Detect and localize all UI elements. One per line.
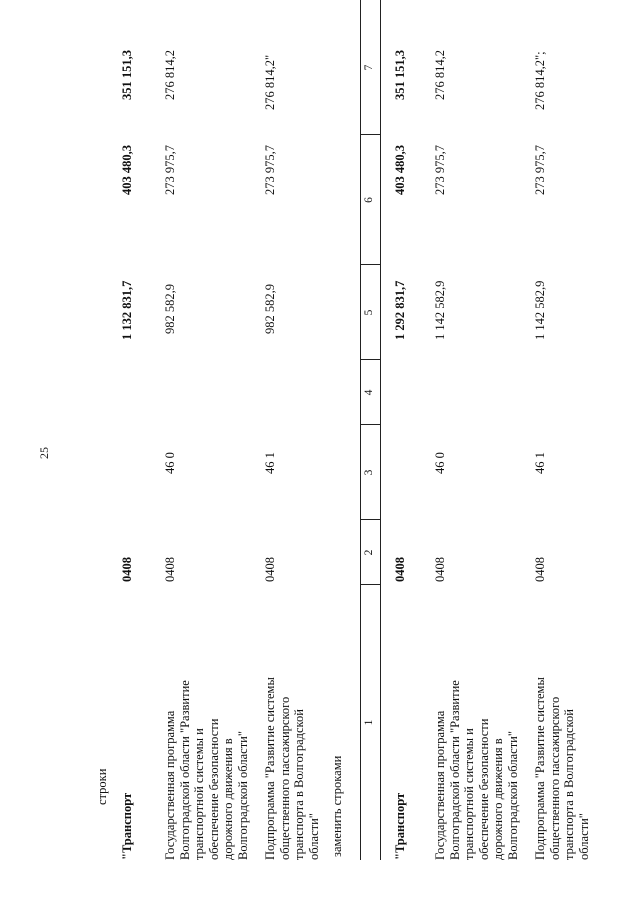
row-value-7: 276 814,2"; (533, 51, 547, 110)
header-bottom-line (380, 0, 381, 860)
row-value-7: 276 814,2 (163, 50, 177, 100)
row-code: 0408 (533, 557, 547, 582)
row-value-6: 403 480,3 (120, 145, 134, 195)
row-value-6: 273 975,7 (263, 145, 277, 195)
row-value-5: 1 292 831,7 (393, 280, 407, 340)
page-number: 25 (37, 447, 51, 459)
column-header: 4 (363, 389, 375, 396)
replace-text: заменить строками (330, 755, 344, 857)
row-csr: 46 0 (163, 452, 177, 474)
header-top-line (360, 0, 361, 860)
row-name: Подпрограмма "Развитие системы общественного пассажирского транспорта в Волгоградской области" (263, 677, 321, 860)
column-header: 3 (363, 469, 375, 476)
row-csr: 46 0 (433, 452, 447, 474)
row-value-5: 1 142 582,9 (433, 280, 447, 340)
row-value-6: 273 975,7 (163, 145, 177, 195)
row-value-7: 276 814,2 (433, 50, 447, 100)
intro-text: строки (95, 768, 109, 805)
column-header: 6 (363, 197, 375, 203)
row-value-7: 351 151,3 (393, 50, 407, 100)
row-value-6: 403 480,3 (393, 145, 407, 195)
column-header: 7 (363, 64, 375, 71)
row-name: Подпрограмма "Развитие системы общественного пассажирского транспорта в Волгоградской области" (533, 677, 591, 860)
row-code: 0408 (433, 557, 447, 582)
row-value-7: 276 814,2" (263, 54, 277, 110)
row-value-5: 1 142 582,9 (533, 280, 547, 340)
row-name: "Транспорт (120, 792, 134, 860)
column-header: 1 (363, 719, 375, 726)
row-name: Государственная программа Волгоградской области "Развитие транспортной системы и обеспечение безопасности дорожного движения в Волгоградской области" (433, 680, 520, 860)
column-header: 2 (363, 549, 375, 556)
row-code: 0408 (393, 557, 407, 582)
row-value-5: 982 582,9 (163, 284, 177, 334)
row-csr: 46 1 (263, 452, 277, 474)
row-code: 0408 (120, 557, 134, 582)
row-name: Государственная программа Волгоградской области "Развитие транспортной системы и обеспечение безопасности дорожного движения в Волгоградской области" (163, 680, 250, 860)
row-value-7: 351 151,3 (120, 50, 134, 100)
column-header: 5 (363, 309, 375, 316)
row-name: "Транспорт (393, 792, 407, 860)
row-csr: 46 1 (533, 452, 547, 474)
row-value-6: 273 975,7 (533, 145, 547, 195)
row-code: 0408 (263, 557, 277, 582)
row-value-5: 982 582,9 (263, 284, 277, 334)
row-value-6: 273 975,7 (433, 145, 447, 195)
row-value-5: 1 132 831,7 (120, 280, 134, 340)
row-code: 0408 (163, 557, 177, 582)
